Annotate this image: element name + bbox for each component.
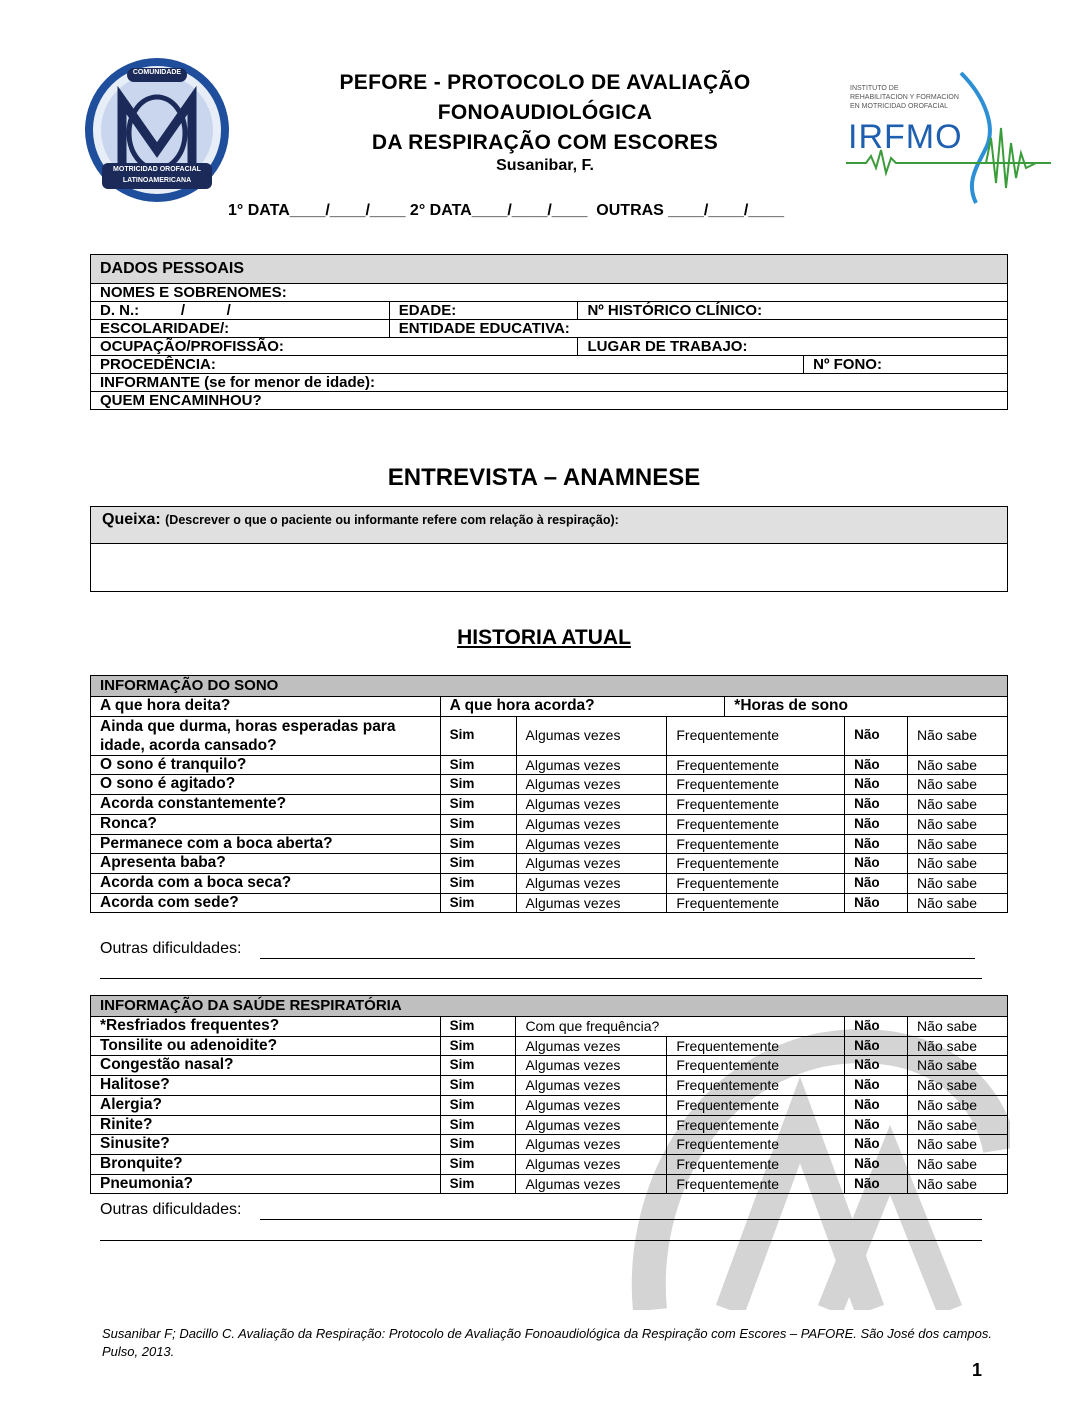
option-nao-sabe[interactable]: Não sabe — [908, 1135, 1008, 1155]
sono-question: Ainda que durma, horas esperadas para idade, acorda cansado? — [91, 716, 441, 755]
option-algumas-vezes[interactable]: Algumas vezes — [516, 755, 667, 775]
option-algumas-vezes[interactable]: Algumas vezes — [516, 1135, 667, 1155]
saude-row — [91, 1154, 1008, 1174]
option-frequentemente[interactable]: Frequentemente — [667, 893, 845, 913]
option-nao[interactable]: Não — [845, 755, 908, 775]
sono-question: O sono é tranquilo? — [91, 755, 441, 775]
option-nao[interactable]: Não — [845, 1076, 908, 1096]
saude-question: Congestão nasal? — [91, 1056, 441, 1076]
option-algumas-vezes[interactable]: Algumas vezes — [516, 854, 667, 874]
option-algumas-vezes[interactable]: Algumas vezes — [516, 716, 667, 755]
title-line-1: PEFORE - PROTOCOLO DE AVALIAÇÃO — [339, 71, 751, 94]
option-sim[interactable]: Sim — [440, 1154, 516, 1174]
sono-question: Acorda constantemente? — [91, 795, 441, 815]
saude-question: Tonsilite ou adenoidite? — [91, 1036, 441, 1056]
option-algumas-vezes[interactable]: Algumas vezes — [516, 1174, 667, 1194]
logo-bottom-text-2: LATINOAMERICANA — [122, 177, 192, 184]
saude-question: Alergia? — [91, 1095, 441, 1115]
option-frequentemente[interactable]: Frequentemente — [667, 834, 845, 854]
option-algumas-vezes[interactable]: Algumas vezes — [516, 1095, 667, 1115]
option-nao[interactable]: Não — [845, 834, 908, 854]
option-sim[interactable]: Sim — [440, 775, 516, 795]
option-nao[interactable]: Não — [845, 795, 908, 815]
sono-question: Apresenta baba? — [91, 854, 441, 874]
historico-field[interactable]: Nº HISTÓRICO CLÍNICO: — [578, 302, 1008, 320]
option-nao[interactable]: Não — [845, 854, 908, 874]
option-nao[interactable]: Não — [845, 1115, 908, 1135]
saude-outras-label: Outras dificuldades: — [100, 1201, 242, 1218]
option-frequentemente[interactable]: Frequentemente — [667, 1135, 845, 1155]
saude-question: Pneumonia? — [91, 1174, 441, 1194]
option-algumas-vezes[interactable]: Algumas vezes — [516, 1056, 667, 1076]
option-algumas-vezes[interactable]: Algumas vezes — [516, 1036, 667, 1056]
option-algumas-vezes[interactable]: Algumas vezes — [516, 873, 667, 893]
saude-row — [91, 1095, 1008, 1115]
saude-row-resfriados — [91, 1017, 1008, 1037]
option-nao-sabe[interactable]: Não sabe — [908, 814, 1008, 834]
option-sim[interactable]: Sim — [440, 1174, 516, 1194]
option-frequentemente[interactable]: Frequentemente — [667, 1154, 845, 1174]
sono-row — [91, 716, 1008, 755]
option-nao[interactable]: Não — [845, 1036, 908, 1056]
option-algumas-vezes[interactable]: Algumas vezes — [516, 775, 667, 795]
sono-header: INFORMAÇÃO DO SONO — [91, 676, 1008, 697]
saude-table — [90, 995, 1008, 1194]
logo-top-text: COMUNIDADE — [132, 69, 182, 76]
option-frequentemente[interactable]: Frequentemente — [667, 1115, 845, 1135]
saude-outras-line-2[interactable] — [100, 1240, 982, 1241]
option-nao-sabe[interactable]: Não sabe — [908, 1115, 1008, 1135]
sono-question: Acorda com sede? — [91, 893, 441, 913]
option-algumas-vezes[interactable]: Algumas vezes — [516, 1154, 667, 1174]
option-com-que-frequencia[interactable]: Com que frequência? — [516, 1017, 845, 1037]
dados-header: DADOS PESSOAIS — [91, 255, 1008, 284]
acorda-field[interactable]: A que hora acorda? — [440, 697, 725, 717]
page-number: 1 — [972, 1360, 983, 1380]
sono-outras-label: Outras dificuldades: — [100, 940, 242, 957]
saude-question: *Resfriados frequentes? — [91, 1017, 441, 1037]
fono-field[interactable]: Nº FONO: — [804, 356, 1008, 374]
option-nao-sabe[interactable]: Não sabe — [908, 1036, 1008, 1056]
irfmo-brand: IRFMO — [848, 118, 963, 156]
option-nao-sabe[interactable]: Não sabe — [908, 1095, 1008, 1115]
option-sim[interactable]: Sim — [440, 1076, 516, 1096]
option-sim[interactable]: Sim — [440, 834, 516, 854]
saude-question: Halitose? — [91, 1076, 441, 1096]
nomes-field[interactable]: NOMES E SOBRENOMES: — [91, 284, 1008, 302]
option-algumas-vezes[interactable]: Algumas vezes — [516, 1076, 667, 1096]
option-nao[interactable]: Não — [845, 873, 908, 893]
option-nao[interactable]: Não — [845, 1154, 908, 1174]
sono-question: Ronca? — [91, 814, 441, 834]
option-sim[interactable]: Sim — [440, 1115, 516, 1135]
option-sim[interactable]: Sim — [440, 1036, 516, 1056]
irfmo-logo — [846, 68, 1051, 208]
option-sim[interactable]: Sim — [440, 854, 516, 874]
option-nao-sabe[interactable]: Não sabe — [908, 775, 1008, 795]
sono-row — [91, 854, 1008, 874]
option-frequentemente[interactable]: Frequentemente — [667, 716, 845, 755]
option-nao-sabe[interactable]: Não sabe — [908, 1017, 1008, 1037]
option-nao-sabe[interactable]: Não sabe — [908, 755, 1008, 775]
option-algumas-vezes[interactable]: Algumas vezes — [516, 814, 667, 834]
irfmo-small-2: REHABILITACION Y FORMACION — [850, 94, 959, 101]
saude-question: Sinusite? — [91, 1135, 441, 1155]
option-nao[interactable]: Não — [845, 893, 908, 913]
queixa-label: Queixa: — [102, 511, 161, 528]
irfmo-small-3: EN MOTRICIDAD OROFACIAL — [850, 103, 949, 110]
sono-row — [91, 893, 1008, 913]
sono-table — [90, 675, 1008, 913]
anamnese-title: ENTREVISTA – ANAMNESE — [387, 464, 701, 491]
option-nao-sabe[interactable]: Não sabe — [908, 1056, 1008, 1076]
option-nao[interactable]: Não — [845, 1056, 908, 1076]
option-nao[interactable]: Não — [845, 1017, 908, 1037]
encaminhou-field[interactable]: QUEM ENCAMINHOU? — [91, 392, 1008, 410]
option-frequentemente[interactable]: Frequentemente — [667, 854, 845, 874]
option-sim[interactable]: Sim — [440, 1135, 516, 1155]
sono-row — [91, 775, 1008, 795]
option-sim[interactable]: Sim — [440, 1095, 516, 1115]
option-algumas-vezes[interactable]: Algumas vezes — [516, 795, 667, 815]
sono-question: O sono é agitado? — [91, 775, 441, 795]
dates-line: 1° DATA____/____/____ 2° DATA____/____/____ OUTRAS ____/____/____ — [228, 202, 784, 219]
option-sim[interactable]: Sim — [440, 893, 516, 913]
option-frequentemente[interactable]: Frequentemente — [667, 1036, 845, 1056]
saude-header: INFORMAÇÃO DA SAÚDE RESPIRATÓRIA — [91, 996, 1008, 1017]
saude-row — [91, 1115, 1008, 1135]
option-algumas-vezes[interactable]: Algumas vezes — [516, 1115, 667, 1135]
option-nao[interactable]: Não — [845, 1174, 908, 1194]
option-frequentemente[interactable]: Frequentemente — [667, 814, 845, 834]
option-nao[interactable]: Não — [845, 814, 908, 834]
saude-row — [91, 1174, 1008, 1194]
queixa-box[interactable] — [90, 506, 1008, 592]
irfmo-small-1: INSTITUTO DE — [850, 85, 899, 92]
option-nao[interactable]: Não — [845, 1135, 908, 1155]
option-frequentemente[interactable]: Frequentemente — [667, 795, 845, 815]
logo-bottom-text-1: MOTRICIDAD OROFACIAL — [113, 166, 201, 173]
author: Susanibar, F. — [496, 157, 594, 174]
option-algumas-vezes[interactable]: Algumas vezes — [516, 893, 667, 913]
horas-field[interactable]: *Horas de sono — [725, 697, 1008, 717]
option-sim[interactable]: Sim — [440, 873, 516, 893]
sono-row — [91, 834, 1008, 854]
document-title — [260, 68, 830, 158]
option-sim[interactable]: Sim — [440, 795, 516, 815]
option-nao[interactable]: Não — [845, 1095, 908, 1115]
sono-row — [91, 873, 1008, 893]
dn-field[interactable]: D. N.: / / — [91, 302, 390, 320]
saude-outras-line-1[interactable] — [260, 1219, 982, 1220]
option-nao-sabe[interactable]: Não sabe — [908, 716, 1008, 755]
saude-row — [91, 1076, 1008, 1096]
sono-outras-line-1[interactable] — [260, 958, 975, 959]
option-frequentemente[interactable]: Frequentemente — [667, 755, 845, 775]
sono-row — [91, 755, 1008, 775]
historia-title: HISTORIA ATUAL — [457, 626, 631, 649]
sono-question: Permanece com a boca aberta? — [91, 834, 441, 854]
option-frequentemente[interactable]: Frequentemente — [667, 1174, 845, 1194]
option-sim[interactable]: Sim — [440, 1056, 516, 1076]
option-frequentemente[interactable]: Frequentemente — [667, 1056, 845, 1076]
option-nao[interactable]: Não — [845, 716, 908, 755]
saude-question: Rinite? — [91, 1115, 441, 1135]
option-sim[interactable]: Sim — [440, 716, 516, 755]
comunidade-logo — [82, 55, 232, 205]
lugar-field[interactable]: LUGAR DE TRABAJO: — [578, 338, 1008, 356]
deita-field[interactable]: A que hora deita? — [91, 697, 441, 717]
option-nao-sabe[interactable]: Não sabe — [908, 893, 1008, 913]
saude-question: Bronquite? — [91, 1154, 441, 1174]
option-nao-sabe[interactable]: Não sabe — [908, 854, 1008, 874]
option-sim[interactable]: Sim — [440, 755, 516, 775]
queixa-hint: (Descrever o que o paciente ou informante refere com relação à respiração): — [165, 513, 619, 527]
option-algumas-vezes[interactable]: Algumas vezes — [516, 834, 667, 854]
option-sim[interactable]: Sim — [440, 1017, 516, 1037]
option-nao-sabe[interactable]: Não sabe — [908, 1174, 1008, 1194]
saude-row — [91, 1135, 1008, 1155]
option-nao-sabe[interactable]: Não sabe — [908, 1076, 1008, 1096]
saude-row — [91, 1056, 1008, 1076]
dados-pessoais-table — [90, 254, 1008, 410]
option-frequentemente[interactable]: Frequentemente — [667, 775, 845, 795]
informante-field[interactable]: INFORMANTE (se for menor de idade): — [91, 374, 1008, 392]
option-sim[interactable]: Sim — [440, 814, 516, 834]
edade-field[interactable]: EDADE: — [389, 302, 578, 320]
option-nao-sabe[interactable]: Não sabe — [908, 834, 1008, 854]
option-nao-sabe[interactable]: Não sabe — [908, 795, 1008, 815]
option-nao-sabe[interactable]: Não sabe — [908, 873, 1008, 893]
title-line-3: DA RESPIRAÇÃO COM ESCORES — [371, 131, 719, 154]
citation: Susanibar F; Dacillo C. Avaliação da Respiração: Protocolo de Avaliação Fonoaudiológica da Respiração com Escores – PAFORE. São José dos campos. Pulso, 2013. — [102, 1326, 992, 1359]
option-nao[interactable]: Não — [845, 775, 908, 795]
title-line-2: FONOAUDIOLÓGICA — [437, 101, 653, 124]
option-frequentemente[interactable]: Frequentemente — [667, 1095, 845, 1115]
sono-row — [91, 795, 1008, 815]
ocupacao-field[interactable]: OCUPAÇÃO/PROFISSÃO: — [91, 338, 578, 356]
sono-outras-line-2[interactable] — [100, 978, 982, 979]
saude-row — [91, 1036, 1008, 1056]
option-frequentemente[interactable]: Frequentemente — [667, 1076, 845, 1096]
option-frequentemente[interactable]: Frequentemente — [667, 873, 845, 893]
escolaridade-field[interactable]: ESCOLARIDADE/: — [91, 320, 390, 338]
sono-row — [91, 814, 1008, 834]
option-nao-sabe[interactable]: Não sabe — [908, 1154, 1008, 1174]
procedencia-field[interactable]: PROCEDÊNCIA: — [91, 356, 804, 374]
entidade-field[interactable]: ENTIDADE EDUCATIVA: — [389, 320, 1007, 338]
sono-question: Acorda com a boca seca? — [91, 873, 441, 893]
